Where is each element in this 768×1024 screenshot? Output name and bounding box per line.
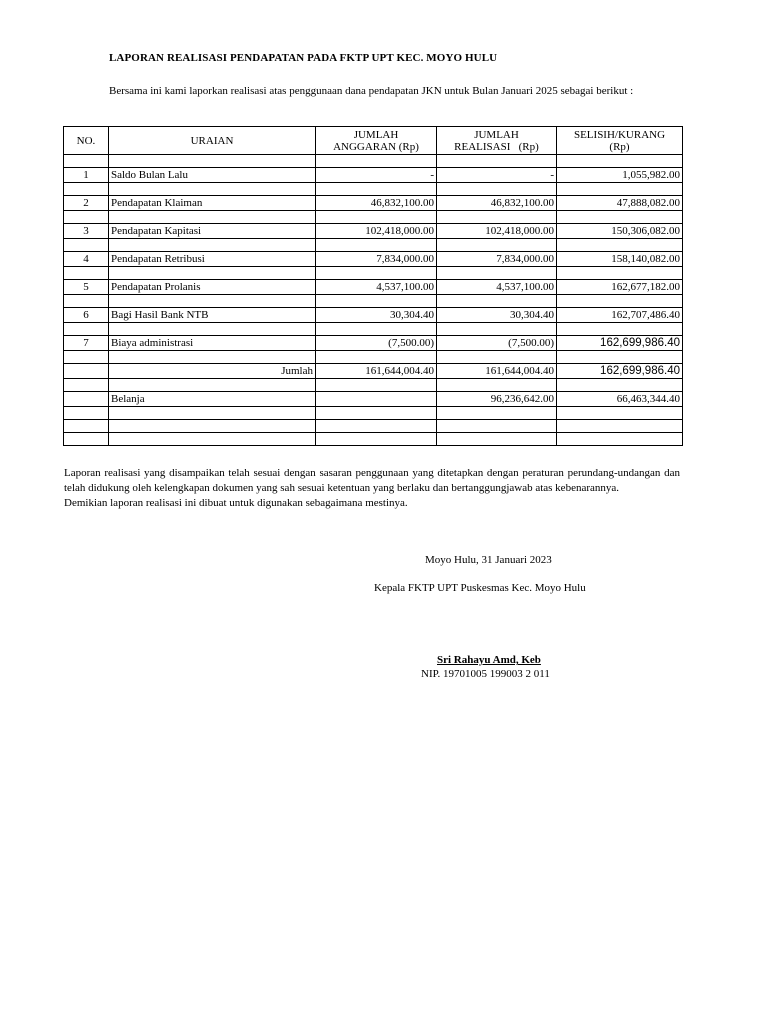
row-selisih: 162,699,986.40 xyxy=(557,336,683,351)
belanja-realisasi: 96,236,642.00 xyxy=(437,392,557,407)
row-realisasi: 4,537,100.00 xyxy=(437,280,557,295)
row-realisasi: 46,832,100.00 xyxy=(437,196,557,211)
row-number: 5 xyxy=(64,280,109,295)
empty-cell xyxy=(437,433,557,446)
header-realisasi: JUMLAH REALISASI (Rp) xyxy=(437,127,557,155)
empty-cell xyxy=(109,183,316,196)
place-date: Moyo Hulu, 31 Januari 2023 xyxy=(425,554,552,566)
empty-cell xyxy=(64,407,109,420)
spacer-row xyxy=(64,155,683,168)
row-realisasi: 30,304.40 xyxy=(437,308,557,323)
row-number: 2 xyxy=(64,196,109,211)
jumlah-label: Jumlah xyxy=(109,364,316,379)
spacer-row xyxy=(64,183,683,196)
empty-cell xyxy=(316,239,437,252)
empty-cell xyxy=(316,392,437,407)
empty-cell xyxy=(64,379,109,392)
empty-cell xyxy=(109,211,316,224)
empty-cell xyxy=(64,420,109,433)
jumlah-realisasi: 161,644,004.40 xyxy=(437,364,557,379)
signatory-nip: NIP. 19701005 199003 2 011 xyxy=(421,668,550,680)
row-selisih: 47,888,082.00 xyxy=(557,196,683,211)
empty-cell xyxy=(557,267,683,280)
empty-cell xyxy=(437,379,557,392)
spacer-row xyxy=(64,379,683,392)
row-selisih: 1,055,982.00 xyxy=(557,168,683,183)
table-row xyxy=(64,168,683,183)
empty-cell xyxy=(437,407,557,420)
empty-cell xyxy=(437,183,557,196)
empty-cell xyxy=(109,155,316,168)
row-selisih: 150,306,082.00 xyxy=(557,224,683,239)
row-anggaran: (7,500.00) xyxy=(316,336,437,351)
empty-cell xyxy=(316,351,437,364)
row-description: Pendapatan Prolanis xyxy=(109,280,316,295)
empty-cell xyxy=(316,379,437,392)
row-anggaran: 30,304.40 xyxy=(316,308,437,323)
empty-cell xyxy=(64,295,109,308)
table-row xyxy=(64,252,683,267)
empty-cell xyxy=(557,155,683,168)
empty-cell xyxy=(437,211,557,224)
empty-cell xyxy=(557,379,683,392)
spacer-row xyxy=(64,420,683,433)
table-row xyxy=(64,364,683,379)
empty-cell xyxy=(437,420,557,433)
empty-cell xyxy=(437,323,557,336)
empty-cell xyxy=(316,183,437,196)
spacer-row xyxy=(64,351,683,364)
empty-cell xyxy=(316,433,437,446)
empty-cell xyxy=(437,239,557,252)
empty-cell xyxy=(557,351,683,364)
spacer-row xyxy=(64,433,683,446)
signatory-name: Sri Rahayu Amd, Keb xyxy=(437,654,541,666)
row-description: Bagi Hasil Bank NTB xyxy=(109,308,316,323)
table-row xyxy=(64,224,683,239)
realization-table xyxy=(63,126,683,446)
signatory-role: Kepala FKTP UPT Puskesmas Kec. Moyo Hulu xyxy=(374,582,586,594)
closing-paragraph-1: Laporan realisasi yang disampaikan telah sesuai dengan sasaran penggunaan yang ditetapkan dengan peraturan perundang-undangan dan telah didukung oleh kelengkapan dokumen yang sah sesuai ketentuan yang berlaku dan bertanggungjawab atas kebenarannya. xyxy=(64,467,680,494)
empty-cell xyxy=(557,295,683,308)
empty-cell xyxy=(64,364,109,379)
empty-cell xyxy=(109,407,316,420)
row-selisih: 158,140,082.00 xyxy=(557,252,683,267)
empty-cell xyxy=(437,351,557,364)
empty-cell xyxy=(109,379,316,392)
empty-cell xyxy=(109,420,316,433)
empty-cell xyxy=(64,155,109,168)
row-description: Saldo Bulan Lalu xyxy=(109,168,316,183)
empty-cell xyxy=(316,323,437,336)
spacer-row xyxy=(64,267,683,280)
empty-cell xyxy=(316,407,437,420)
empty-cell xyxy=(557,323,683,336)
empty-cell xyxy=(557,239,683,252)
row-realisasi: (7,500.00) xyxy=(437,336,557,351)
row-number: 7 xyxy=(64,336,109,351)
empty-cell xyxy=(316,267,437,280)
empty-cell xyxy=(557,433,683,446)
empty-cell xyxy=(316,155,437,168)
table-row xyxy=(64,392,683,407)
empty-cell xyxy=(557,407,683,420)
row-anggaran: 102,418,000.00 xyxy=(316,224,437,239)
empty-cell xyxy=(109,433,316,446)
table-row xyxy=(64,196,683,211)
spacer-row xyxy=(64,239,683,252)
empty-cell xyxy=(109,323,316,336)
empty-cell xyxy=(109,295,316,308)
empty-cell xyxy=(316,295,437,308)
empty-cell xyxy=(437,267,557,280)
empty-cell xyxy=(437,295,557,308)
row-description: Pendapatan Klaiman xyxy=(109,196,316,211)
belanja-label: Belanja xyxy=(109,392,316,407)
table-header-row xyxy=(64,127,683,155)
row-realisasi: - xyxy=(437,168,557,183)
table-row xyxy=(64,280,683,295)
row-description: Pendapatan Kapitasi xyxy=(109,224,316,239)
empty-cell xyxy=(64,433,109,446)
spacer-row xyxy=(64,211,683,224)
row-description: Biaya administrasi xyxy=(109,336,316,351)
table-row xyxy=(64,308,683,323)
empty-cell xyxy=(64,351,109,364)
row-realisasi: 7,834,000.00 xyxy=(437,252,557,267)
row-description: Pendapatan Retribusi xyxy=(109,252,316,267)
report-title: LAPORAN REALISASI PENDAPATAN PADA FKTP UPT KEC. MOYO HULU xyxy=(109,52,498,64)
empty-cell xyxy=(316,420,437,433)
empty-cell xyxy=(64,323,109,336)
empty-cell xyxy=(64,183,109,196)
header-uraian: URAIAN xyxy=(109,127,316,155)
jumlah-selisih: 162,699,986.40 xyxy=(557,364,683,379)
empty-cell xyxy=(64,211,109,224)
empty-cell xyxy=(437,155,557,168)
belanja-selisih: 66,463,344.40 xyxy=(557,392,683,407)
row-anggaran: - xyxy=(316,168,437,183)
row-selisih: 162,707,486.40 xyxy=(557,308,683,323)
spacer-row xyxy=(64,407,683,420)
row-selisih: 162,677,182.00 xyxy=(557,280,683,295)
row-anggaran: 46,832,100.00 xyxy=(316,196,437,211)
spacer-row xyxy=(64,323,683,336)
header-selisih: SELISIH/KURANG (Rp) xyxy=(557,127,683,155)
row-number: 6 xyxy=(64,308,109,323)
empty-cell xyxy=(64,239,109,252)
jumlah-anggaran: 161,644,004.40 xyxy=(316,364,437,379)
row-number: 4 xyxy=(64,252,109,267)
empty-cell xyxy=(109,239,316,252)
row-realisasi: 102,418,000.00 xyxy=(437,224,557,239)
empty-cell xyxy=(557,183,683,196)
empty-cell xyxy=(316,211,437,224)
empty-cell xyxy=(64,267,109,280)
empty-cell xyxy=(557,211,683,224)
header-anggaran: JUMLAH ANGGARAN (Rp) xyxy=(316,127,437,155)
table-row xyxy=(64,336,683,351)
row-number: 1 xyxy=(64,168,109,183)
empty-cell xyxy=(64,392,109,407)
empty-cell xyxy=(557,420,683,433)
spacer-row xyxy=(64,295,683,308)
row-number: 3 xyxy=(64,224,109,239)
header-no: NO. xyxy=(64,127,109,155)
empty-cell xyxy=(109,351,316,364)
empty-cell xyxy=(109,267,316,280)
closing-paragraph-2: Demikian laporan realisasi ini dibuat untuk digunakan sebagaimana mestinya. xyxy=(64,497,408,509)
intro-paragraph: Bersama ini kami laporkan realisasi atas penggunaan dana pendapatan JKN untuk Bulan Januari 2025 sebagai berikut : xyxy=(109,85,634,97)
closing-statement xyxy=(64,466,680,511)
row-anggaran: 7,834,000.00 xyxy=(316,252,437,267)
row-anggaran: 4,537,100.00 xyxy=(316,280,437,295)
